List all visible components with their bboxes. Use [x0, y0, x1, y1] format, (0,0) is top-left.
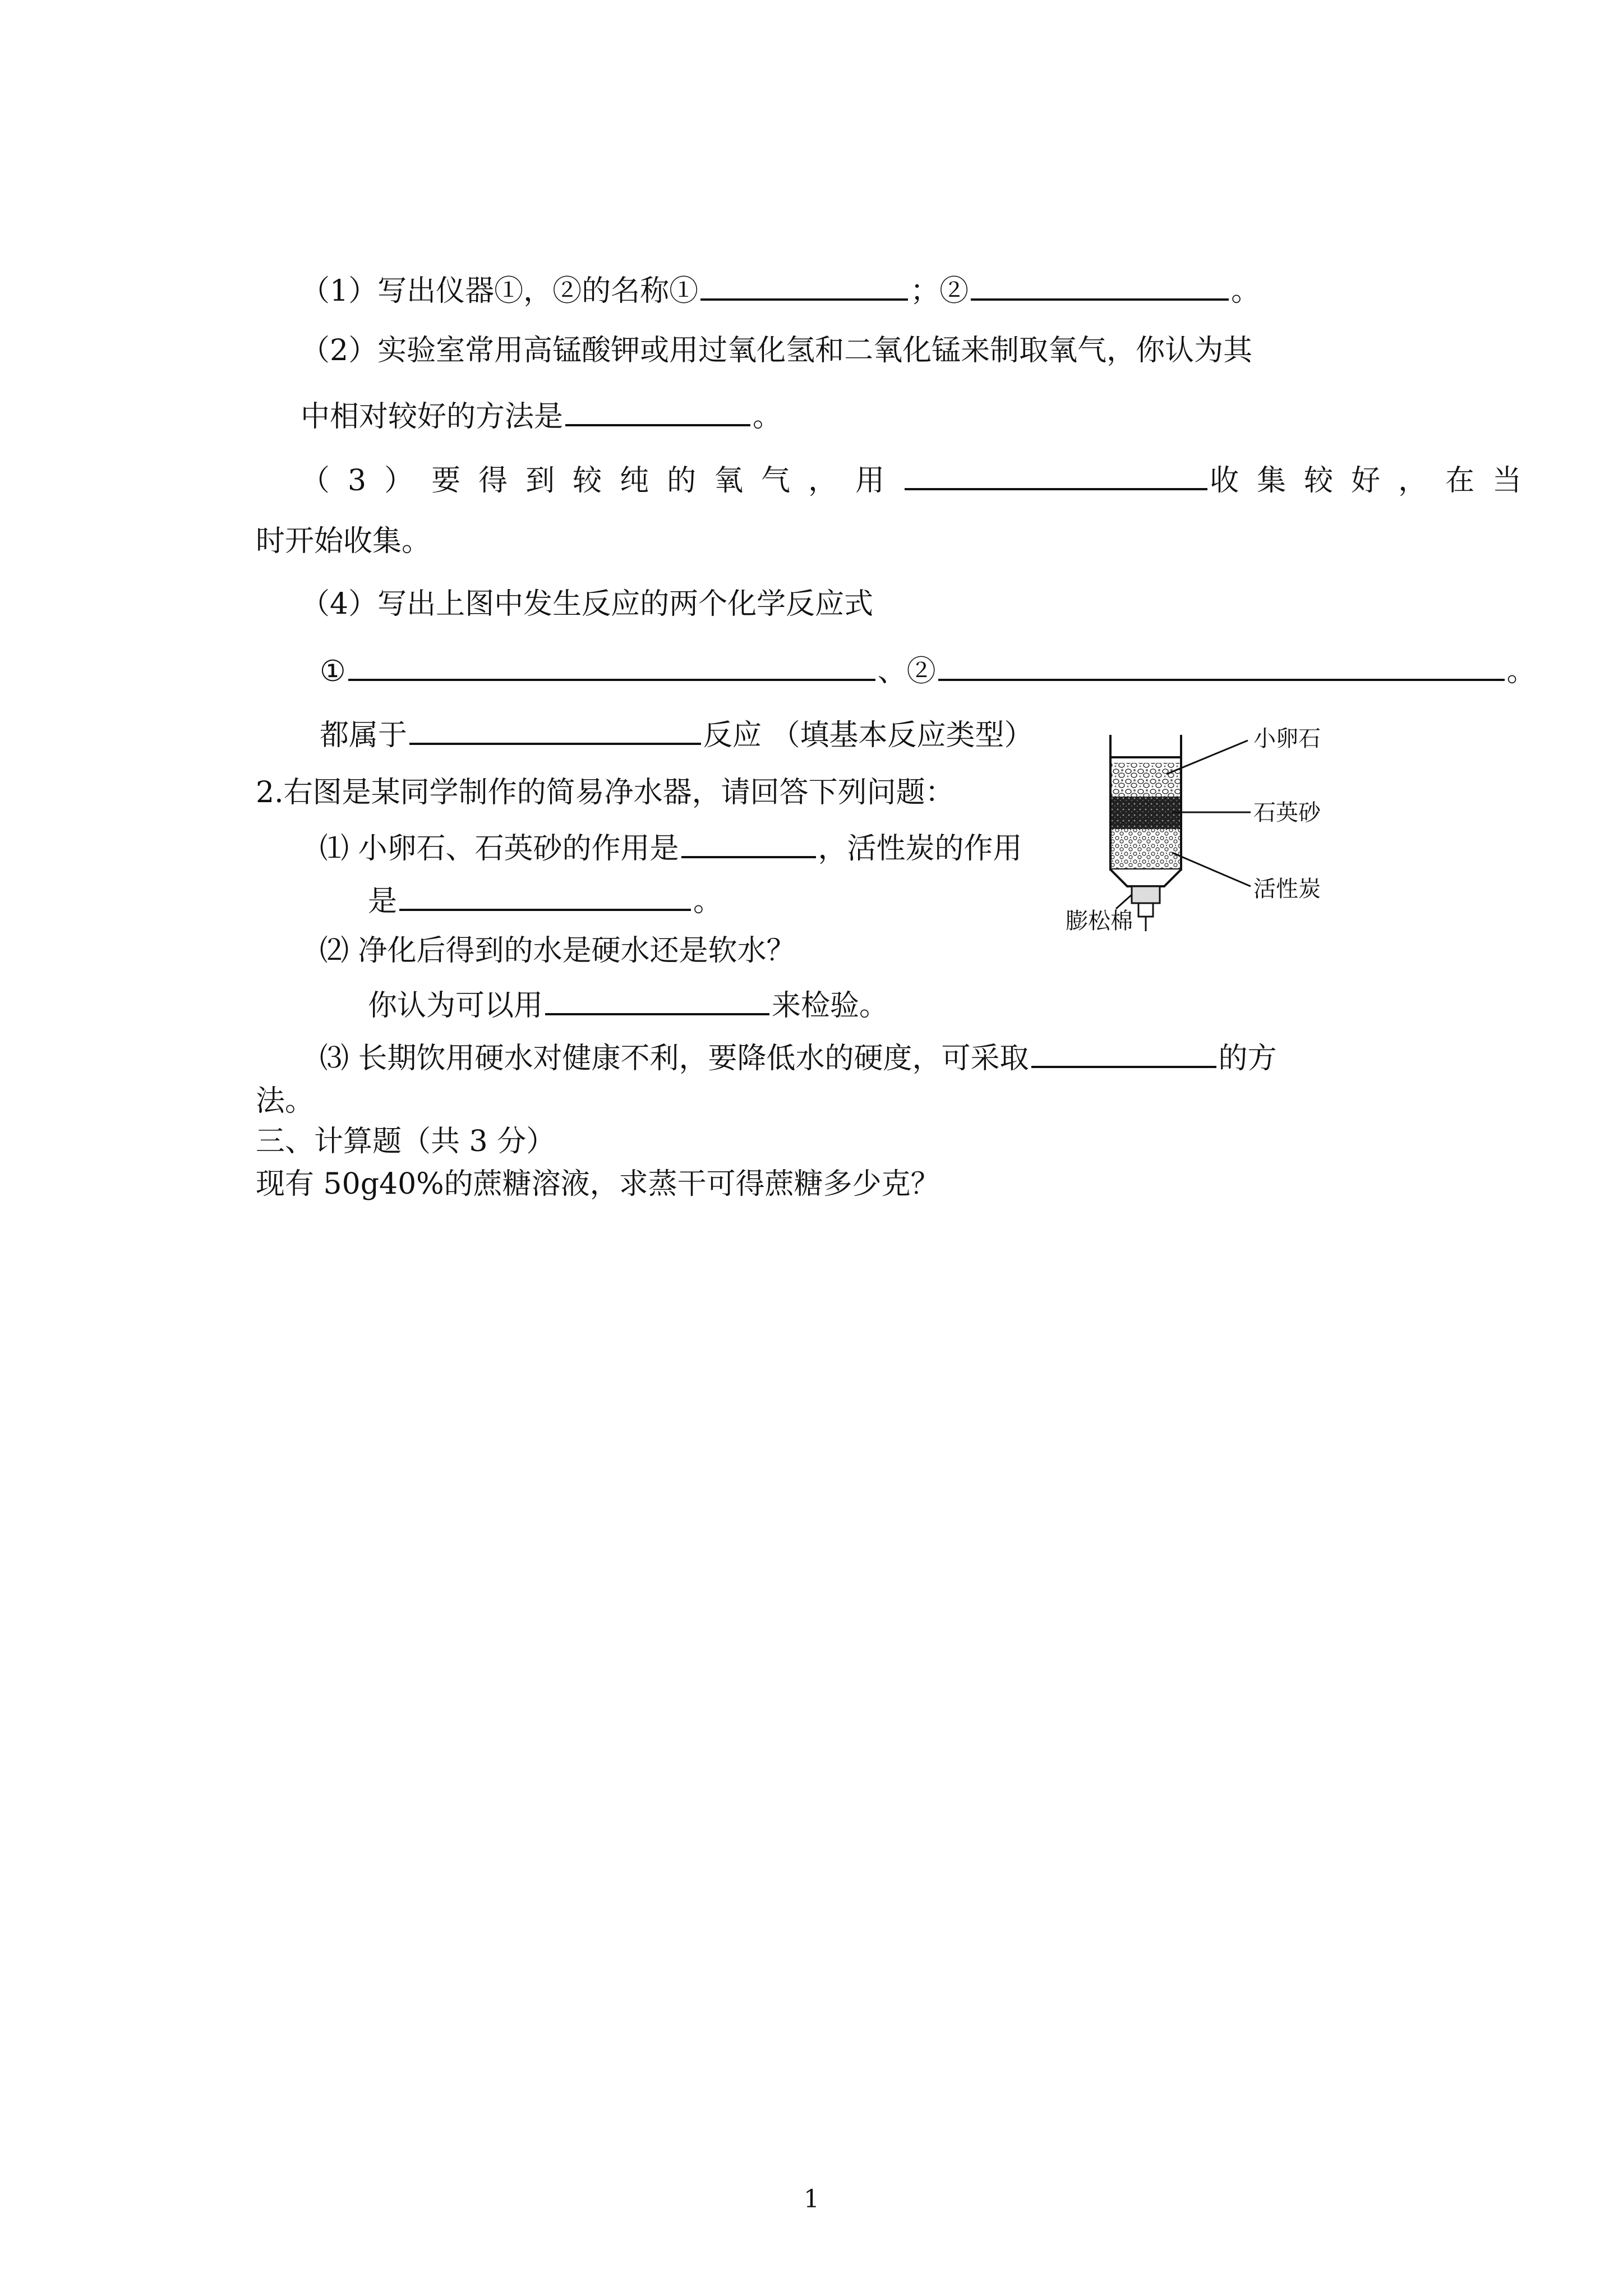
answer-blank[interactable]	[971, 268, 1229, 301]
q2-sub1-line1	[320, 826, 1022, 868]
q2-sub2-end: 来检验。	[772, 989, 889, 1023]
answer-blank[interactable]	[399, 878, 691, 911]
water-purifier-diagram	[1066, 718, 1447, 942]
page-number: 1	[804, 2185, 819, 2214]
q2-sub1-end: ，活性炭的作用	[818, 832, 1022, 866]
q1-part1-mid: ；②	[910, 274, 969, 308]
q1-part2-line2	[301, 394, 782, 436]
answer-blank[interactable]	[681, 826, 816, 858]
label-cotton: 膨松棉	[1066, 908, 1133, 934]
q2-sub3-text: ⑶ 长期饮用硬水对健康不利，要降低水的硬度，可采取	[320, 1042, 1029, 1075]
section3-question: 现有 50g40%的蔗糖溶液，求蒸干可得蔗糖多少克？	[256, 1167, 940, 1201]
q1-part3-line2: 时开始收集。	[256, 524, 431, 558]
pebble-layer	[1112, 763, 1180, 797]
q2-sub3-line1	[320, 1036, 1277, 1078]
equation-2-label: 、②	[877, 655, 936, 688]
q2-sub1-period: 。	[693, 885, 723, 918]
q1-part4-line1: （4）写出上图中发生反应的两个化学反应式	[301, 587, 874, 621]
answer-blank[interactable]	[409, 712, 701, 745]
q2-sub3-end: 的方	[1218, 1042, 1277, 1075]
q1-part4-end: 。	[1506, 655, 1536, 688]
quartz-sand-layer	[1112, 797, 1180, 829]
q1-part1	[301, 268, 1260, 311]
q1-part4-line2	[320, 648, 1536, 691]
answer-blank[interactable]	[565, 394, 750, 426]
q1-part3-line1	[301, 458, 1539, 500]
q1-part3-text: （3）要得到较纯的氧气，用	[301, 464, 903, 498]
answer-blank[interactable]	[700, 268, 908, 301]
answer-blank[interactable]	[545, 983, 769, 1015]
label-pebbles: 小卵石	[1253, 726, 1321, 752]
q1-part4-line3	[320, 712, 1034, 755]
q2-sub2-line2	[368, 983, 888, 1025]
q2-sub2-text: 你认为可以用	[368, 989, 543, 1023]
q1-part1-text: （1）写出仪器①，②的名称①	[301, 274, 699, 308]
q1-part4-suffix: 反应 （填基本反应类型）	[703, 719, 1034, 752]
q2-sub1-line2	[368, 878, 722, 921]
answer-blank[interactable]	[938, 648, 1505, 681]
q2-sub1-text: ⑴ 小卵石、石英砂的作用是	[320, 832, 679, 866]
q2-sub1-cont: 是	[368, 885, 398, 918]
q2-intro: 2.右图是某同学制作的简易净水器，请回答下列问题：	[256, 776, 955, 809]
answer-blank[interactable]	[348, 648, 875, 681]
section3-heading: 三、计算题（共 3 分）	[256, 1125, 556, 1158]
cotton-plug	[1132, 886, 1160, 903]
answer-blank[interactable]	[1031, 1036, 1216, 1068]
q2-sub2-line1: ⑵ 净化后得到的水是硬水还是软水？	[320, 934, 796, 968]
q1-part4-text: 都属于	[320, 719, 408, 752]
q2-sub3-line2: 法。	[256, 1084, 315, 1118]
activated-carbon-layer	[1112, 829, 1180, 868]
q1-part1-end: 。	[1231, 274, 1261, 308]
q1-part3-end: 收集较好，在当	[1210, 464, 1540, 498]
equation-1-label: ①	[320, 655, 346, 688]
label-quartz-sand: 石英砂	[1253, 800, 1321, 826]
label-activated-carbon: 活性炭	[1253, 876, 1321, 902]
q1-part2-text: 中相对较好的方法是	[301, 400, 564, 434]
answer-blank[interactable]	[905, 458, 1207, 490]
q1-part2-end: 。	[753, 400, 782, 434]
q1-part2-line1: （2）实验室常用高锰酸钾或用过氧化氢和二氧化锰来制取氧气，你认为其	[301, 334, 1253, 367]
